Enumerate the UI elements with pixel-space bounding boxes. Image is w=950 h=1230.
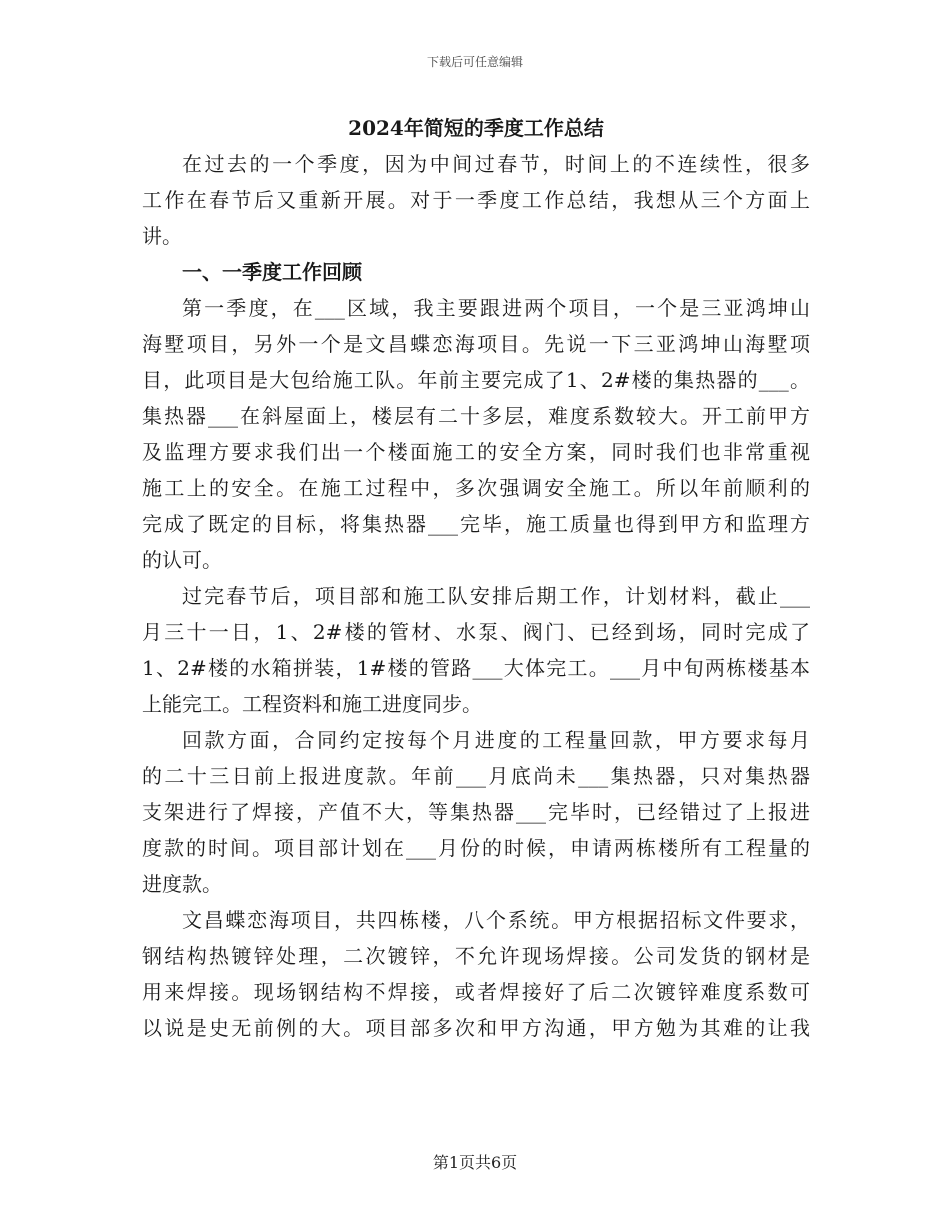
- text-line: 第一季度，在___区域，我主要跟进两个项目，一个是三亚鸿坤山: [182, 296, 810, 320]
- document-content: [142, 110, 810, 1046]
- text-line: 以说是史无前例的大。项目部多次和甲方沟通，甲方勉为其难的让我: [142, 1016, 810, 1040]
- text-line: 海墅项目，另外一个是文昌蝶恋海项目。先说一下三亚鸿坤山海墅项: [142, 332, 810, 356]
- text-line: 的二十三日前上报进度款。年前___月底尚未___集热器，只对集热器: [142, 764, 810, 788]
- text-line: 上能完工。工程资料和施工进度同步。: [142, 692, 482, 716]
- section-heading: 一、一季度工作回顾: [182, 260, 362, 284]
- text-line: 进度款。: [142, 872, 222, 896]
- text-line: 支架进行了焊接，产值不大，等集热器___完毕时，已经错过了上报进: [142, 800, 810, 824]
- text-line: 度款的时间。项目部计划在___月份的时候，申请两栋楼所有工程量的: [142, 836, 810, 860]
- page-footer: 第1页共6页: [432, 1153, 518, 1172]
- text-line: 目，此项目是大包给施工队。年前主要完成了1、2#楼的集热器的___。: [142, 368, 810, 392]
- text-line: 文昌蝶恋海项目，共四栋楼，八个系统。甲方根据招标文件要求，: [182, 908, 810, 932]
- text-line: 用来焊接。现场钢结构不焊接，或者焊接好了后二次镀锌难度系数可: [142, 980, 810, 1004]
- intro-paragraph: [142, 146, 810, 254]
- body-paragraph-4: [142, 902, 810, 1046]
- text-line: 月三十一日，1、2#楼的管材、水泵、阀门、已经到场，同时完成了: [142, 620, 810, 644]
- body-paragraph-1: [142, 290, 810, 578]
- text-line: 完成了既定的目标，将集热器___完毕，施工质量也得到甲方和监理方: [142, 512, 810, 536]
- text-line: 钢结构热镀锌处理，二次镀锌，不允许现场焊接。公司发货的钢材是: [142, 944, 810, 968]
- text-line: 在过去的一个季度，因为中间过春节，时间上的不连续性，很多: [182, 152, 810, 176]
- text-line: 过完春节后，项目部和施工队安排后期工作，计划材料，截止___: [182, 584, 810, 608]
- body-paragraph-3: [142, 722, 810, 902]
- text-line: 施工上的安全。在施工过程中，多次强调安全施工。所以年前顺利的: [142, 476, 810, 500]
- text-line: 讲。: [142, 224, 182, 248]
- text-line: 回款方面，合同约定按每个月进度的工程量回款，甲方要求每月: [182, 728, 810, 752]
- text-line: 1、2#楼的水箱拼装，1#楼的管路___大体完工。___月中旬两栋楼基本: [142, 656, 810, 680]
- document-title: 2024年简短的季度工作总结: [348, 116, 604, 140]
- text-line: 工作在春节后又重新开展。对于一季度工作总结，我想从三个方面上: [142, 188, 810, 212]
- text-line: 的认可。: [142, 548, 222, 572]
- text-line: 集热器___在斜屋面上，楼层有二十多层，难度系数较大。开工前甲方: [142, 404, 810, 428]
- text-line: 及监理方要求我们出一个楼面施工的安全方案，同时我们也非常重视: [142, 440, 810, 464]
- header-note: 下载后可任意编辑: [426, 55, 523, 69]
- body-paragraph-2: [142, 578, 810, 722]
